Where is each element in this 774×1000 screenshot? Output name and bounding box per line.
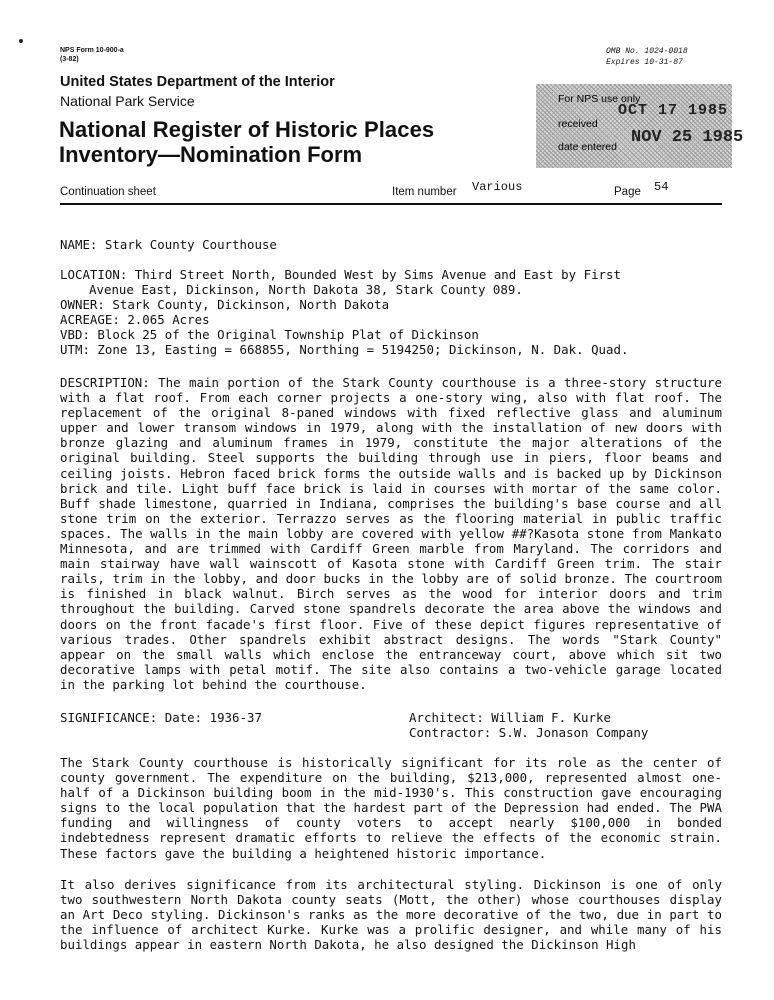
corner-mark xyxy=(19,39,23,43)
location-block xyxy=(60,267,722,358)
nps-use-stamp xyxy=(536,84,744,168)
stamp-label-entered: date entered xyxy=(558,141,617,153)
acreage: ACREAGE: 2.065 Acres xyxy=(60,312,210,328)
item-number-label: Item number xyxy=(392,186,457,198)
form-title-line2: Inventory—Nomination Form xyxy=(59,142,363,167)
omb-expiry: Expires 10-31-87 xyxy=(606,58,683,67)
vbd: VBD: Block 25 of the Original Township Plat of Dickinson xyxy=(60,327,479,343)
location-line1: LOCATION: Third Street North, Bounded West by Sims Avenue and East by First xyxy=(60,267,621,282)
omb-block xyxy=(606,46,688,68)
page-number: 54 xyxy=(654,180,669,194)
description-paragraph: DESCRIPTION: The main portion of the Stark County courthouse is a three-story structure with a flat roof. From each corner projects a one-story wing, also with flat roof. The replacement of the original 8-paned windows with fixed reflective glass and aluminum upper and lower transom windows in 1979, along with the installation of new doors with bronze glazing and aluminum frames in 1979, constitute the major alterations of the original building. Steel supports the building through use in piers, floor beams and ceiling joists. Hebron faced brick forms the outside walls and is backed up by Dickinson brick and tile. Light buff face brick is laid in courses with mortar of the same color. Buff shade limestone, quarried in Indiana, comprises the building's base course and all stone trim on the exterior. Terrazzo serves as the flooring material in public traffic spaces. The walls in the main lobby are covered with yellow ##?Kasota stone from Mankato Minnesota, and are trimmed with Cardiff Green marble from Maryland. The corridors and main stairway have wall wainscott of Kasota stone with Cardiff Green trim. The stair rails, trim in the lobby, and door bucks in the lobby are of solid bronze. The courtroom is finished in black walnut. Birch serves as the wood for interior doors and trim throughout the building. Carved stone spandrels decorate the area above the windows and doors on the front facade's first floor. Five of these depict figures representative of various trades. Other spandrels exhibit abstract designs. The words "Stark County" appear on the small walls which enclose the entranceway court, above which sit two decorative lamps with petal motif. The site also contains a two-vehicle garage located in the parking lot behind the courthouse. xyxy=(60,375,722,692)
omb-number: OMB No. 1024-0018 xyxy=(606,47,688,56)
utm: UTM: Zone 13, Easting = 668855, Northing = 5194250; Dickinson, N. Dak. Quad. xyxy=(60,342,629,358)
page-label: Page xyxy=(614,186,641,198)
form-revision: (3-82) xyxy=(60,56,79,63)
owner: OWNER: Stark County, Dickinson, North Dakota xyxy=(60,297,390,313)
significance-date: SIGNIFICANCE: Date: 1936-37 xyxy=(60,710,262,725)
property-name: NAME: Stark County Courthouse xyxy=(60,237,277,252)
architect: Architect: William F. Kurke xyxy=(409,710,611,725)
header-rule xyxy=(60,203,722,205)
continuation-sheet-label: Continuation sheet xyxy=(60,186,156,198)
form-number: NPS Form 10-900-a xyxy=(60,47,124,54)
stamp-label-received: received xyxy=(558,118,598,130)
significance-block xyxy=(60,710,722,740)
stamp-label-use: For NPS use only xyxy=(558,93,641,105)
service-name: National Park Service xyxy=(60,93,195,109)
stamp-received-date: OCT 17 1985 xyxy=(618,102,729,119)
department-name: United States Department of the Interior xyxy=(60,74,335,90)
stamp-entered-date: NOV 25 1985 xyxy=(631,128,744,147)
form-number-block xyxy=(60,46,124,64)
record-fields xyxy=(60,237,722,252)
item-number-value: Various xyxy=(472,180,523,194)
form-title-line1: National Register of Historic Places xyxy=(59,117,435,142)
significance-paragraph-2: It also derives significance from its architectural styling. Dickinson is one of only two southwestern North Dakota county seats (Mott, the other) whose courthouses display an Art Deco styling. Dickinson's ranks as the more decorative of the two, due in part to the influence of architect Kurke. Kurke was a prolific designer, and while many of his buildings appear in eastern North Dakota, he also designed the Dickinson High xyxy=(60,877,722,953)
contractor: Contractor: S.W. Jonason Company xyxy=(409,725,649,741)
location-line2: Avenue East, Dickinson, North Dakota 38, Stark County 089. xyxy=(89,282,523,298)
significance-paragraph-1: The Stark County courthouse is historically significant for its role as the center of county government. The expenditure on the building, $213,000, represented almost one-half of a Dickinson building boom in the mid-1930's. This construction gave encouraging signs to the local population that the hardest part of the Depression had ended. The PWA funding and willingness of county voters to accept nearly $100,000 in bonded indebtedness represent dramatic efforts to relieve the effects of the economic strain. These factors gave the building a heightened historic importance. xyxy=(60,755,722,861)
